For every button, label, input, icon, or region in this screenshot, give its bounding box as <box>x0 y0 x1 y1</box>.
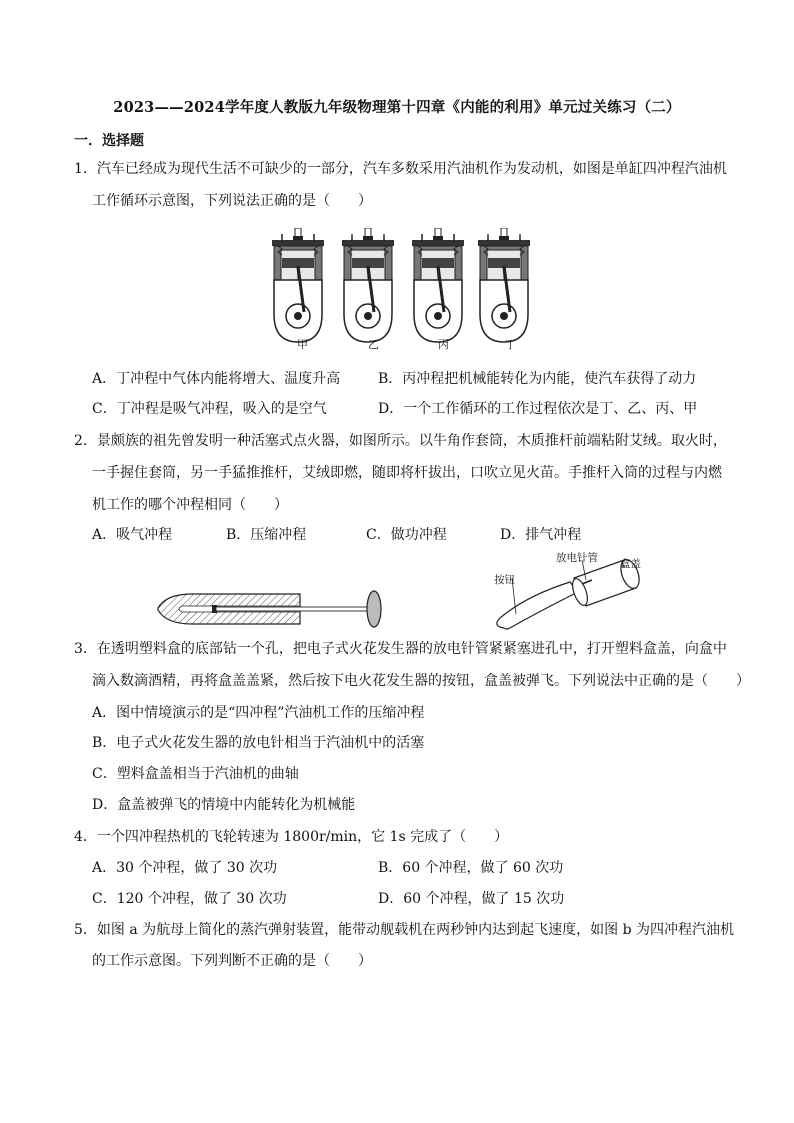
engine-label-ding: 丁 <box>505 338 516 351</box>
question-4-option-a[interactable]: A．30 个冲程，做了 30 次功 <box>92 860 278 876</box>
engine-label-bing: 丙 <box>438 338 449 351</box>
engine-diagram-yi <box>342 228 394 342</box>
engine-diagram <box>272 228 324 342</box>
engine-diagram-bing <box>412 228 464 342</box>
question-2-text-line-1: 2．景颇族的祖先曾发明一种活塞式点火器，如图所示。以牛角作套筒，木质推杆前端粘附艾绒。取火时， <box>74 433 727 449</box>
question-2-option-c[interactable]: C．做功冲程 <box>366 527 447 543</box>
question-2-text-line-3: 机工作的哪个冲程相同（ ） <box>92 497 288 513</box>
question-5-text-line-2: 的工作示意图。下列判断不正确的是（ ） <box>92 953 372 969</box>
label-discharge-tube: 放电针管 <box>556 552 598 564</box>
question-4-option-c[interactable]: C．120 个冲程，做了 30 次功 <box>92 891 287 907</box>
fire-piston-figure <box>152 586 388 636</box>
engine-strokes-figure <box>268 228 530 352</box>
question-4-option-b[interactable]: B．60 个冲程，做了 60 次功 <box>378 860 564 876</box>
document-title: 2023——2024学年度人教版九年级物理第十四章《内能的利用》单元过关练习（二） <box>113 99 681 116</box>
engine-label-jia: 甲 <box>297 338 308 351</box>
question-2-option-b[interactable]: B．压缩冲程 <box>226 527 307 543</box>
question-1-option-c[interactable]: C．丁冲程是吸气冲程，吸入的是空气 <box>92 401 327 417</box>
engine-label-yi: 乙 <box>368 338 379 351</box>
question-1-text-line-2: 工作循环示意图，下列说法正确的是（ ） <box>92 193 372 209</box>
question-1-option-a[interactable]: A．丁冲程中气体内能将增大、温度升高 <box>92 371 341 387</box>
question-4-text-line-1: 4．一个四冲程热机的飞轮转速为 1800r/min，它 1s 完成了（ ） <box>74 829 509 845</box>
label-box-lid: 盒盖 <box>620 558 641 570</box>
question-3-option-d[interactable]: D．盒盖被弹飞的情境中内能转化为机械能 <box>92 797 356 813</box>
question-2-option-a[interactable]: A．吸气冲程 <box>92 527 173 543</box>
question-3-option-c[interactable]: C．塑料盒盖相当于汽油机的曲轴 <box>92 766 299 782</box>
question-1-option-d[interactable]: D．一个工作循环的工作过程依次是丁、乙、丙、甲 <box>378 401 698 417</box>
question-2-option-d[interactable]: D．排气冲程 <box>500 527 582 543</box>
label-button: 按钮 <box>494 574 515 586</box>
question-1-option-b[interactable]: B．丙冲程把机械能转化为内能，使汽车获得了动力 <box>378 371 697 387</box>
engine-diagram-ding <box>478 228 530 342</box>
question-1-text-line-1: 1．汽车已经成为现代生活不可缺少的一部分，汽车多数采用汽油机作为发动机，如图是单缸四冲程汽油机 <box>74 161 727 177</box>
question-3-option-b[interactable]: B．电子式火花发生器的放电针相当于汽油机中的活塞 <box>92 735 425 751</box>
question-2-text-line-2: 一手握住套筒，另一手猛推推杆，艾绒即燃，随即将杆拔出，口吹立见火苗。手推杆入筒的过程与内燃 <box>92 465 722 481</box>
question-5-text-line-1: 5．如图 a 为航母上简化的蒸汽弹射装置，能带动舰载机在两秒钟内达到起飞速度，如图 b 为四冲程汽油机 <box>74 922 735 938</box>
question-4-option-d[interactable]: D．60 个冲程，做了 15 次功 <box>378 891 565 907</box>
question-3-text-line-1: 3．在透明塑料盒的底部钻一个孔，把电子式火花发生器的放电针管紧紧塞进孔中，打开塑料盒盖，向盒中 <box>74 641 727 657</box>
question-3-text-line-2: 滴入数滴酒精，再将盒盖盖紧，然后按下电火花发生器的按钮，盒盖被弹飞。下列说法中正确的是（ ） <box>92 673 750 689</box>
section-heading: 一．选择题 <box>74 133 144 149</box>
question-3-option-a[interactable]: A．图中情境演示的是“四冲程”汽油机工作的压缩冲程 <box>92 705 425 721</box>
